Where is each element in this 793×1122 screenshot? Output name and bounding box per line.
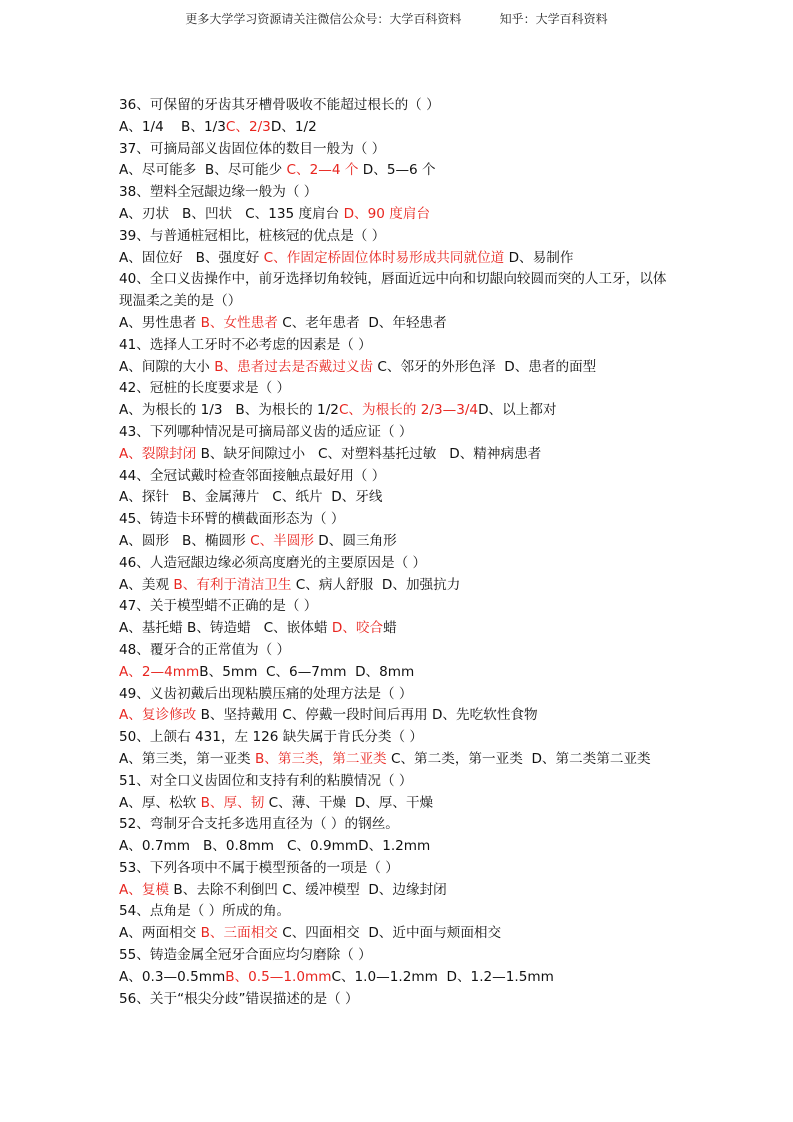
text-segment: 46、人造冠龈边缘必须高度磨光的主要原因是（ ）: [119, 554, 427, 571]
text-segment: 55、铸造金属全冠牙合面应均匀磨除（ ）: [119, 947, 372, 964]
text-segment: D、5—6 个: [358, 162, 436, 179]
text-segment: C、老年患者 D、年轻患者: [277, 314, 447, 331]
answer-highlight: A、复诊修改: [119, 707, 197, 724]
text-segment: A、探针 B、金属薄片 C、纸片 D、牙线: [119, 489, 383, 506]
text-segment: 47、关于模型蜡不正确的是（ ）: [119, 598, 318, 615]
text-line: [119, 705, 679, 727]
answer-highlight: C、作固定桥固位体时易形成共同就位道: [263, 249, 505, 266]
answer-highlight: A、2—4mm: [119, 663, 200, 680]
text-segment: 40、全口义齿操作中，前牙选择切角较钝，唇面近远中向和切龈向较圆而突的人工牙，以体现温柔之美的是（）: [119, 271, 667, 310]
text-line: [119, 248, 679, 270]
text-segment: C、薄、干燥 D、厚、干燥: [264, 794, 434, 811]
text-line: [119, 901, 679, 923]
text-line: [119, 684, 679, 706]
text-segment: 38、塑料全冠龈边缘一般为（ ）: [119, 184, 318, 201]
text-line: [119, 226, 679, 248]
text-line: [119, 466, 679, 488]
text-line: [119, 880, 679, 902]
text-segment: B、去除不利倒凹 C、缓冲模型 D、边缘封闭: [169, 881, 447, 898]
answer-highlight: D、咬合: [331, 620, 384, 637]
answer-highlight: A、复模: [119, 881, 170, 898]
answer-highlight: B、女性患者: [200, 314, 278, 331]
text-line: [119, 160, 679, 182]
text-segment: 49、义齿初戴后出现粘膜压痛的处理方法是（ ）: [119, 685, 413, 702]
text-line: [119, 531, 679, 553]
text-segment: 蜡: [383, 620, 397, 637]
text-line: [119, 945, 679, 967]
text-segment: 56、关于“根尖分歧”错误描述的是（ ）: [119, 990, 359, 1007]
text-line: [119, 95, 679, 117]
text-line: [119, 596, 679, 618]
text-segment: A、厚、松软: [119, 794, 201, 811]
text-line: [119, 269, 679, 313]
question-list: [119, 95, 679, 1010]
text-segment: 51、对全口义齿固位和支持有利的粘膜情况（ ）: [119, 772, 413, 789]
text-segment: D、易制作: [504, 249, 574, 266]
text-line: [119, 553, 679, 575]
text-segment: A、两面相交: [119, 925, 201, 942]
text-segment: 45、铸造卡环臂的横截面形态为（ ）: [119, 511, 345, 528]
text-segment: B、缺牙间隙过小 C、对塑料基托过敏 D、精神病患者: [196, 445, 542, 462]
text-segment: 42、冠桩的长度要求是（ ）: [119, 380, 291, 397]
text-segment: A、间隙的大小: [119, 358, 215, 375]
answer-highlight: C、2—4 个: [286, 162, 359, 179]
text-segment: 50、上颌右 431，左 126 缺失属于肯氏分类（ ）: [119, 729, 423, 746]
text-segment: A、1/4 B、1/3: [119, 118, 226, 135]
answer-highlight: A、裂隙封闭: [119, 445, 197, 462]
text-segment: 36、可保留的牙齿其牙槽骨吸收不能超过根长的（ ）: [119, 97, 440, 113]
text-line: [119, 117, 679, 139]
answer-highlight: B、厚、韧: [200, 794, 265, 811]
text-segment: A、为根长的 1/3 B、为根长的 1/2: [119, 402, 339, 419]
text-segment: A、尽可能多 B、尽可能少: [119, 162, 287, 179]
answer-highlight: C、半圆形: [250, 532, 314, 549]
text-line: [119, 575, 679, 597]
text-line: [119, 357, 679, 379]
text-segment: 43、下列哪种情况是可摘局部义齿的适应证（ ）: [119, 423, 413, 440]
text-segment: B、5mm C、6—7mm D、8mm: [199, 663, 415, 680]
answer-highlight: C、为根长的 2/3—3/4: [338, 402, 479, 419]
answer-highlight: B、0.5—1.0mm: [225, 968, 332, 985]
answer-highlight: B、有利于清洁卫生: [173, 576, 292, 593]
text-line: [119, 509, 679, 531]
text-line: [119, 400, 679, 422]
text-segment: 37、可摘局部义齿固位体的数目一般为（ ）: [119, 140, 386, 157]
text-segment: B、坚持戴用 C、停戴一段时间后再用 D、先吃软性食物: [196, 707, 538, 724]
text-segment: A、基托蜡 B、铸造蜡 C、嵌体蜡: [119, 620, 332, 637]
text-line: [119, 487, 679, 509]
text-segment: 53、下列各项中不属于模型预备的一项是（ ）: [119, 859, 399, 876]
text-line: [119, 640, 679, 662]
text-segment: C、1.0—1.2mm D、1.2—1.5mm: [331, 968, 554, 985]
text-line: [119, 182, 679, 204]
text-line: [119, 967, 679, 989]
text-segment: 41、选择人工牙时不必考虑的因素是（ ）: [119, 336, 372, 353]
text-segment: A、男性患者: [119, 314, 201, 331]
answer-highlight: C、2/3: [225, 118, 271, 135]
text-line: [119, 989, 679, 1011]
text-line: [119, 923, 679, 945]
text-line: [119, 836, 679, 858]
text-segment: A、第三类，第一亚类: [119, 750, 255, 767]
text-segment: A、美观: [119, 576, 174, 593]
text-segment: 39、与普通桩冠相比，桩核冠的优点是（ ）: [119, 227, 386, 244]
text-segment: C、病人舒服 D、加强抗力: [291, 576, 461, 593]
text-segment: 44、全冠试戴时检查邻面接触点最好用（ ）: [119, 467, 386, 484]
text-line: [119, 793, 679, 815]
text-segment: C、四面相交 D、近中面与颊面相交: [277, 925, 502, 942]
text-segment: D、1/2: [270, 118, 317, 135]
text-line: [119, 422, 679, 444]
text-segment: A、0.7mm B、0.8mm C、0.9mmD、1.2mm: [119, 838, 431, 855]
text-segment: D、以上都对: [478, 402, 557, 419]
text-segment: D、圆三角形: [313, 532, 397, 549]
answer-highlight: B、患者过去是否戴过义齿: [214, 358, 374, 375]
text-line: [119, 727, 679, 749]
text-line: [119, 378, 679, 400]
text-segment: A、固位好 B、强度好: [119, 249, 264, 266]
text-line: [119, 444, 679, 466]
text-segment: 52、弯制牙合支托多选用直径为（ ）的钢丝。: [119, 816, 399, 833]
answer-highlight: B、第三类，第二亚类: [254, 750, 387, 767]
page-header: 更多大学学习资源请关注微信公众号：大学百科资料 知乎：大学百科资料: [185, 12, 608, 26]
text-line: [119, 814, 679, 836]
text-segment: A、圆形 B、椭圆形: [119, 532, 251, 549]
text-segment: C、第二类，第一亚类 D、第二类第二亚类: [386, 750, 651, 767]
text-line: [119, 662, 679, 684]
text-line: [119, 771, 679, 793]
text-line: [119, 204, 679, 226]
text-line: [119, 618, 679, 640]
text-segment: 48、覆牙合的正常值为（ ）: [119, 641, 291, 658]
text-segment: 54、点角是（ ）所成的角。: [119, 903, 291, 920]
text-line: [119, 749, 679, 771]
text-segment: A、0.3—0.5mm: [119, 968, 226, 985]
text-line: [119, 858, 679, 880]
text-line: [119, 313, 679, 335]
text-segment: A、刃状 B、凹状 C、135 度肩台: [119, 205, 344, 222]
text-segment: C、邻牙的外形色泽 D、患者的面型: [373, 358, 597, 375]
text-line: [119, 335, 679, 357]
text-line: [119, 139, 679, 161]
answer-highlight: D、90 度肩台: [343, 205, 431, 222]
answer-highlight: B、三面相交: [200, 925, 278, 942]
